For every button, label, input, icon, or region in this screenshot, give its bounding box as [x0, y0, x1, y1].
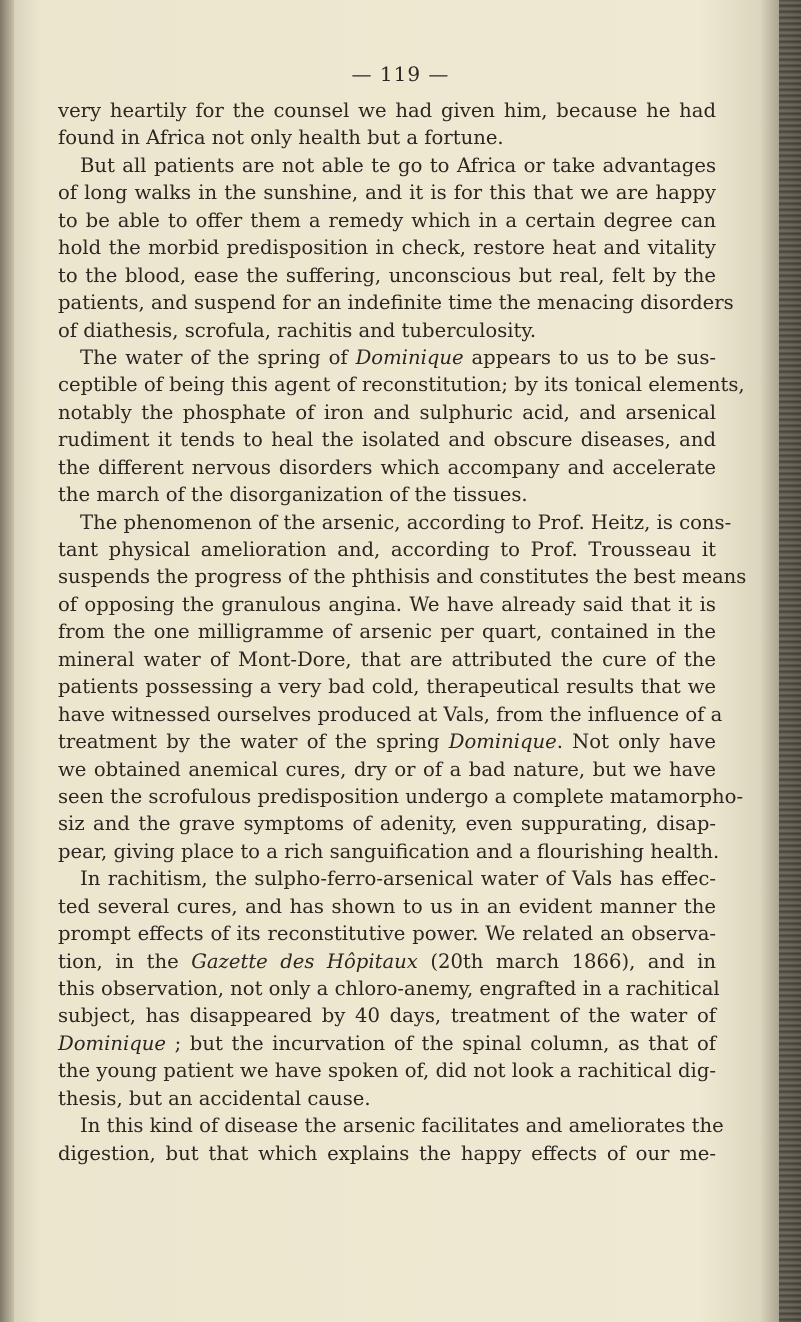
text-segment: the young patient we have spoken of, did not look a rachitical dig- — [58, 1059, 716, 1083]
text-line — [58, 1085, 716, 1112]
text-segment: to be able to offer them a remedy which in a certain degree can — [58, 208, 716, 232]
text-segment: ted several cures, and has shown to us in an evident manner the — [58, 894, 716, 918]
text-line — [58, 124, 716, 151]
text-segment: notably the phosphate of iron and sulphuric acid, and arsenical — [58, 400, 716, 424]
text-segment: But all patients are not able te go to Africa or take advantages — [80, 153, 716, 177]
text-line — [58, 865, 716, 892]
text-segment: . Not only have — [556, 730, 716, 754]
text-segment: tant physical amelioration and, according to Prof. Trousseau it — [58, 538, 716, 561]
text-line — [58, 207, 716, 234]
text-segment: thesis, but an accidental cause. — [58, 1086, 371, 1110]
text-line — [58, 1112, 724, 1139]
italic-text: Dominique — [448, 730, 557, 754]
text-line — [58, 399, 716, 426]
text-line — [58, 920, 716, 947]
text-segment: (20th march 1866), and in — [417, 949, 716, 973]
italic-text: Dominique — [355, 345, 464, 369]
text-line — [58, 701, 723, 728]
text-line — [58, 975, 720, 1002]
text-segment: have witnessed ourselves produced at Vals, from the influence of a — [58, 702, 723, 726]
text-line — [58, 728, 716, 755]
text-segment: the different nervous disorders which accompany and accelerate — [58, 455, 716, 479]
text-segment: seen the scrofulous predisposition undergo a complete matamorpho- — [58, 784, 744, 808]
text-line — [58, 783, 744, 810]
text-segment: this observation, not only a chloro-anemy, engrafted in a rachitical — [58, 977, 720, 1000]
text-line — [58, 179, 716, 206]
text-line — [58, 536, 716, 563]
text-segment: pear, giving place to a rich sanguification and a flourishing health. — [58, 839, 720, 863]
text-line — [58, 289, 734, 316]
text-line — [58, 1030, 716, 1057]
text-segment: treatment by the water of the spring — [58, 730, 449, 754]
text-segment: patients, and suspend for an indefinite time the menacing disorders — [58, 291, 734, 315]
text-segment: hold the morbid predisposition in check, restore heat and vitality — [58, 236, 716, 260]
italic-text: Gazette des Hôpitaux — [191, 949, 418, 973]
page-gutter-shadow — [0, 0, 14, 1322]
text-line — [58, 509, 732, 536]
text-segment: digestion, but that which explains the happy effects of our me- — [58, 1141, 716, 1165]
text-line — [58, 262, 716, 289]
text-segment: mineral water of Mont-Dore, that are attributed the cure of the — [58, 647, 716, 671]
text-segment: appears to us to be sus- — [463, 345, 716, 369]
text-line — [58, 1140, 716, 1167]
text-line — [58, 454, 716, 481]
text-line — [58, 591, 716, 618]
text-line — [58, 1057, 716, 1084]
text-segment: ; but the incurvation of the spinal column, as that of — [166, 1031, 716, 1055]
text-segment: of opposing the granulous angina. We have already said that it is — [58, 592, 716, 616]
text-segment: we obtained anemical cures, dry or of a bad nature, but we have — [58, 757, 716, 781]
text-segment: prompt effects of its reconstitutive power. We related an observa- — [58, 922, 716, 946]
text-line — [58, 646, 716, 673]
text-segment: from the one milligramme of arsenic per quart, contained in the — [58, 620, 716, 644]
text-line — [58, 1002, 716, 1029]
text-segment: The phenomenon of the arsenic, according to Prof. Heitz, is cons- — [80, 510, 732, 534]
italic-text: Dominique — [58, 1031, 166, 1055]
text-line — [58, 317, 716, 344]
text-line — [58, 344, 716, 371]
text-line — [58, 563, 747, 590]
text-segment: siz and the grave symptoms of adenity, even suppurating, disap- — [58, 812, 716, 836]
text-line — [58, 893, 716, 920]
text-segment: suspends the progress of the phthisis and constitutes the best means — [58, 565, 747, 589]
text-line — [58, 756, 716, 783]
text-segment: of diathesis, scrofula, rachitis and tuberculosity. — [58, 318, 537, 342]
text-line — [58, 234, 716, 261]
text-line — [58, 948, 716, 975]
text-line — [58, 152, 716, 179]
body-text — [58, 97, 747, 1167]
text-segment: In this kind of disease the arsenic facilitates and ameliorates the — [80, 1114, 724, 1138]
text-line — [58, 810, 716, 837]
text-segment: subject, has disappeared by 40 days, treatment of the water of — [58, 1004, 716, 1028]
text-segment: rudiment it tends to heal the isolated and obscure diseases, and — [58, 428, 716, 452]
text-segment: patients possessing a very bad cold, therapeutical results that we — [58, 675, 716, 699]
text-segment: In rachitism, the sulpho-ferro-arsenical water of Vals has effec- — [80, 867, 716, 891]
page-edge-stack — [779, 0, 801, 1322]
text-segment: the march of the disorganization of the tissues. — [58, 483, 528, 507]
text-line — [58, 618, 716, 645]
text-segment: tion, in the — [58, 949, 192, 973]
text-segment: ceptible of being this agent of reconstitution; by its tonical elements, — [58, 373, 745, 397]
text-line — [58, 371, 745, 398]
text-segment: very heartily for the counsel we had given him, because he had — [58, 99, 716, 122]
text-segment: The water of the spring of — [80, 345, 356, 369]
page-number: — 119 — — [351, 62, 450, 86]
text-line — [58, 97, 716, 124]
text-line — [58, 838, 720, 865]
text-segment: to the blood, ease the suffering, unconscious but real, felt by the — [58, 263, 716, 287]
text-line — [58, 426, 716, 453]
text-segment: of long walks in the sunshine, and it is for this that we are happy — [58, 181, 716, 205]
text-line — [58, 481, 716, 508]
text-line — [58, 673, 716, 700]
text-segment: found in Africa not only health but a fortune. — [58, 126, 504, 150]
